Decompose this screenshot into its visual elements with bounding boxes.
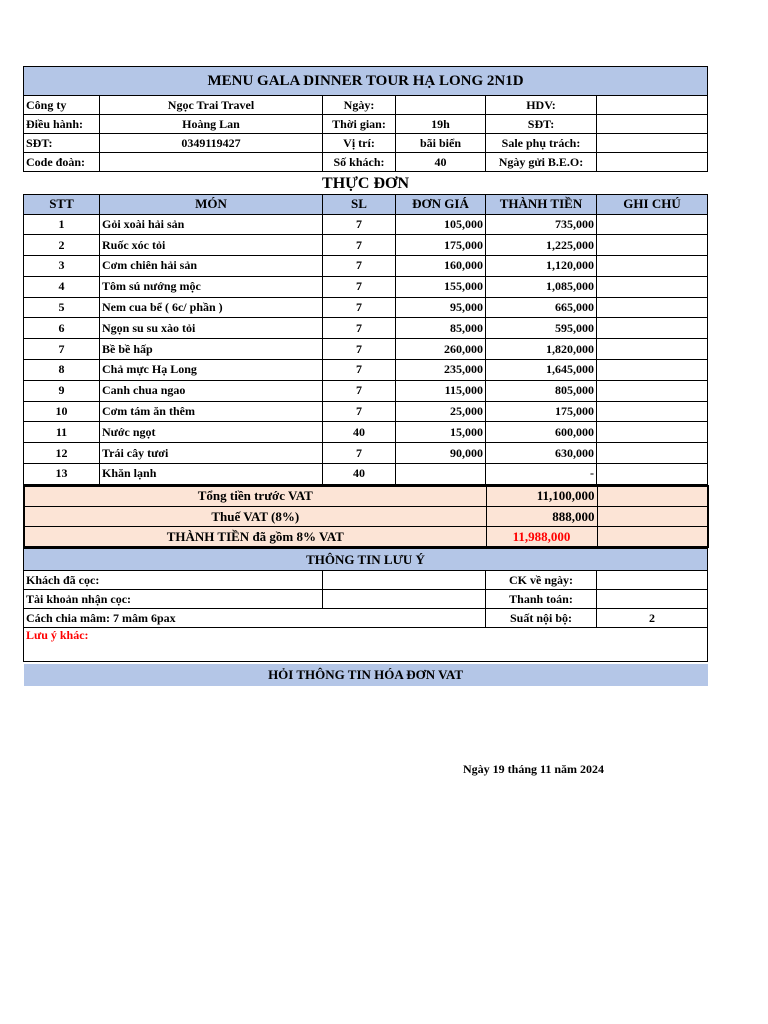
item-note[interactable] — [597, 297, 708, 318]
info-label: HDV: — [486, 96, 597, 115]
other-notes-label: Lưu ý khác: — [24, 628, 708, 662]
item-total: - — [486, 464, 597, 485]
col-header-sl: SL — [323, 194, 396, 214]
item-total: 1,120,000 — [486, 256, 597, 277]
col-header-don-gia: ĐƠN GIÁ — [396, 194, 486, 214]
menu-item-row — [24, 339, 708, 360]
item-name: Ruốc xóc tỏi — [100, 235, 323, 256]
pre-vat-row — [24, 486, 708, 507]
menu-item-row — [24, 422, 708, 443]
item-note[interactable] — [597, 401, 708, 422]
totals-table — [23, 485, 709, 549]
item-unit-price: 95,000 — [396, 297, 486, 318]
item-total: 600,000 — [486, 422, 597, 443]
info-value[interactable]: Hoàng Lan — [100, 115, 323, 134]
note-cell[interactable] — [597, 506, 708, 527]
info-label: Điều hành: — [24, 115, 100, 134]
info-table — [23, 66, 708, 194]
notes-table — [23, 548, 708, 686]
info-value[interactable]: 19h — [396, 115, 486, 134]
col-header-thanh-tien: THÀNH TIỀN — [486, 194, 597, 214]
item-stt: 1 — [24, 214, 100, 235]
info-value[interactable] — [597, 134, 708, 153]
info-value[interactable] — [597, 115, 708, 134]
item-quantity: 7 — [323, 297, 396, 318]
item-unit-price: 155,000 — [396, 276, 486, 297]
menu-item-row — [24, 464, 708, 485]
info-row-company — [24, 96, 708, 115]
item-quantity: 7 — [323, 360, 396, 381]
item-quantity: 7 — [323, 401, 396, 422]
menu-item-row — [24, 235, 708, 256]
item-quantity: 7 — [323, 443, 396, 464]
item-unit-price: 235,000 — [396, 360, 486, 381]
info-value[interactable] — [396, 96, 486, 115]
ck-date-value[interactable] — [597, 571, 708, 590]
item-unit-price: 260,000 — [396, 339, 486, 360]
item-note[interactable] — [597, 318, 708, 339]
total-value: 11,988,000 — [486, 527, 597, 548]
item-total: 805,000 — [486, 380, 597, 401]
item-name: Khăn lạnh — [100, 464, 323, 485]
item-stt: 9 — [24, 380, 100, 401]
item-total: 1,085,000 — [486, 276, 597, 297]
menu-item-row — [24, 276, 708, 297]
item-stt: 4 — [24, 276, 100, 297]
payment-label: Thanh toán: — [486, 590, 597, 609]
menu-header-row — [24, 194, 708, 214]
item-note[interactable] — [597, 464, 708, 485]
col-header-ghi-chu: GHI CHÚ — [597, 194, 708, 214]
menu-table — [23, 194, 708, 485]
note-cell[interactable] — [597, 486, 708, 507]
item-stt: 5 — [24, 297, 100, 318]
info-label: SĐT: — [24, 134, 100, 153]
internal-label: Suất nội bộ: — [486, 609, 597, 628]
item-name: Bề bề hấp — [100, 339, 323, 360]
item-total: 595,000 — [486, 318, 597, 339]
page-title: MENU GALA DINNER TOUR HẠ LONG 2N1D — [24, 67, 708, 96]
split-label: Cách chia mâm: 7 mâm 6pax — [24, 609, 486, 628]
item-stt: 13 — [24, 464, 100, 485]
item-total: 175,000 — [486, 401, 597, 422]
item-unit-price: 105,000 — [396, 214, 486, 235]
info-value[interactable]: bãi biển — [396, 134, 486, 153]
notes-row-other — [24, 628, 708, 662]
total-row — [24, 527, 708, 548]
item-quantity: 7 — [323, 235, 396, 256]
note-cell[interactable] — [597, 527, 708, 548]
item-quantity: 7 — [323, 339, 396, 360]
item-note[interactable] — [597, 380, 708, 401]
internal-value[interactable]: 2 — [597, 609, 708, 628]
menu-item-row — [24, 443, 708, 464]
menu-item-row — [24, 401, 708, 422]
notes-row-split — [24, 609, 708, 628]
item-unit-price: 25,000 — [396, 401, 486, 422]
item-name: Cơm chiên hải sản — [100, 256, 323, 277]
item-name: Cơm tám ăn thêm — [100, 401, 323, 422]
info-value[interactable]: 40 — [396, 153, 486, 172]
item-stt: 12 — [24, 443, 100, 464]
col-header-mon: MÓN — [100, 194, 323, 214]
pre-vat-label: Tổng tiền trước VAT — [24, 486, 486, 507]
total-label: THÀNH TIỀN đã gồm 8% VAT — [24, 527, 486, 548]
item-name: Nước ngọt — [100, 422, 323, 443]
item-unit-price: 160,000 — [396, 256, 486, 277]
item-name: Tôm sú nướng mộc — [100, 276, 323, 297]
item-total: 1,225,000 — [486, 235, 597, 256]
item-quantity: 7 — [323, 214, 396, 235]
item-note[interactable] — [597, 256, 708, 277]
item-note[interactable] — [597, 360, 708, 381]
info-value[interactable] — [597, 96, 708, 115]
info-row-code — [24, 153, 708, 172]
item-total: 1,820,000 — [486, 339, 597, 360]
payment-value[interactable] — [597, 590, 708, 609]
item-total: 735,000 — [486, 214, 597, 235]
item-unit-price: 90,000 — [396, 443, 486, 464]
vat-value: 888,000 — [486, 506, 597, 527]
info-value[interactable] — [597, 153, 708, 172]
item-total: 630,000 — [486, 443, 597, 464]
account-label: Tài khoản nhận cọc: — [24, 590, 323, 609]
info-value[interactable]: Ngọc Trai Travel — [100, 96, 323, 115]
item-total: 1,645,000 — [486, 360, 597, 381]
deposit-label: Khách đã cọc: — [24, 571, 323, 590]
item-name: Gỏi xoài hải sản — [100, 214, 323, 235]
info-label: Code đoàn: — [24, 153, 100, 172]
item-unit-price: 175,000 — [396, 235, 486, 256]
menu-item-row — [24, 297, 708, 318]
notes-heading: THÔNG TIN LƯU Ý — [24, 549, 708, 571]
item-unit-price — [396, 464, 486, 485]
info-label: Công ty — [24, 96, 100, 115]
menu-item-row — [24, 214, 708, 235]
item-note[interactable] — [597, 214, 708, 235]
item-stt: 11 — [24, 422, 100, 443]
item-quantity: 7 — [323, 380, 396, 401]
item-name: Nem cua bể ( 6c/ phần ) — [100, 297, 323, 318]
item-unit-price: 85,000 — [396, 318, 486, 339]
info-label: Vị trí: — [323, 134, 396, 153]
item-quantity: 40 — [323, 422, 396, 443]
item-unit-price: 115,000 — [396, 380, 486, 401]
info-row-phone — [24, 134, 708, 153]
item-stt: 8 — [24, 360, 100, 381]
item-stt: 6 — [24, 318, 100, 339]
menu-sheet — [23, 66, 707, 686]
item-quantity: 7 — [323, 318, 396, 339]
col-header-stt: STT — [24, 194, 100, 214]
info-label: Thời gian: — [323, 115, 396, 134]
menu-heading: THỰC ĐƠN — [322, 174, 410, 192]
item-quantity: 40 — [323, 464, 396, 485]
item-note[interactable] — [597, 276, 708, 297]
info-label: Ngày: — [323, 96, 396, 115]
pre-vat-value: 11,100,000 — [486, 486, 597, 507]
ck-date-label: CK về ngày: — [486, 571, 597, 590]
item-note[interactable] — [597, 443, 708, 464]
menu-item-row — [24, 256, 708, 277]
date-line: Ngày 19 tháng 11 năm 2024 — [463, 762, 605, 776]
menu-items — [24, 214, 708, 484]
item-name: Chả mực Hạ Long — [100, 360, 323, 381]
info-row-operator — [24, 115, 708, 134]
info-label: Sale phụ trách: — [486, 134, 597, 153]
info-label: Ngày gửi B.E.O: — [486, 153, 597, 172]
item-stt: 2 — [24, 235, 100, 256]
info-label: Số khách: — [323, 153, 396, 172]
menu-item-row — [24, 360, 708, 381]
menu-item-row — [24, 318, 708, 339]
item-name: Trái cây tươi — [100, 443, 323, 464]
item-note[interactable] — [597, 339, 708, 360]
info-label: SĐT: — [486, 115, 597, 134]
item-total: 665,000 — [486, 297, 597, 318]
item-unit-price: 15,000 — [396, 422, 486, 443]
account-value[interactable] — [323, 590, 486, 609]
item-note[interactable] — [597, 422, 708, 443]
vat-row — [24, 506, 708, 527]
item-stt: 7 — [24, 339, 100, 360]
item-name: Ngọn su su xào tỏi — [100, 318, 323, 339]
item-name: Canh chua ngao — [100, 380, 323, 401]
item-quantity: 7 — [323, 276, 396, 297]
vat-label: Thuế VAT (8%) — [24, 506, 486, 527]
menu-item-row — [24, 380, 708, 401]
info-value[interactable]: 0349119427 — [100, 134, 323, 153]
notes-row-deposit — [24, 571, 708, 590]
info-value[interactable] — [100, 153, 323, 172]
invoice-heading: HỎI THÔNG TIN HÓA ĐƠN VAT — [24, 664, 708, 686]
deposit-value[interactable] — [323, 571, 486, 590]
item-note[interactable] — [597, 235, 708, 256]
item-stt: 10 — [24, 401, 100, 422]
item-stt: 3 — [24, 256, 100, 277]
notes-row-account — [24, 590, 708, 609]
item-quantity: 7 — [323, 256, 396, 277]
